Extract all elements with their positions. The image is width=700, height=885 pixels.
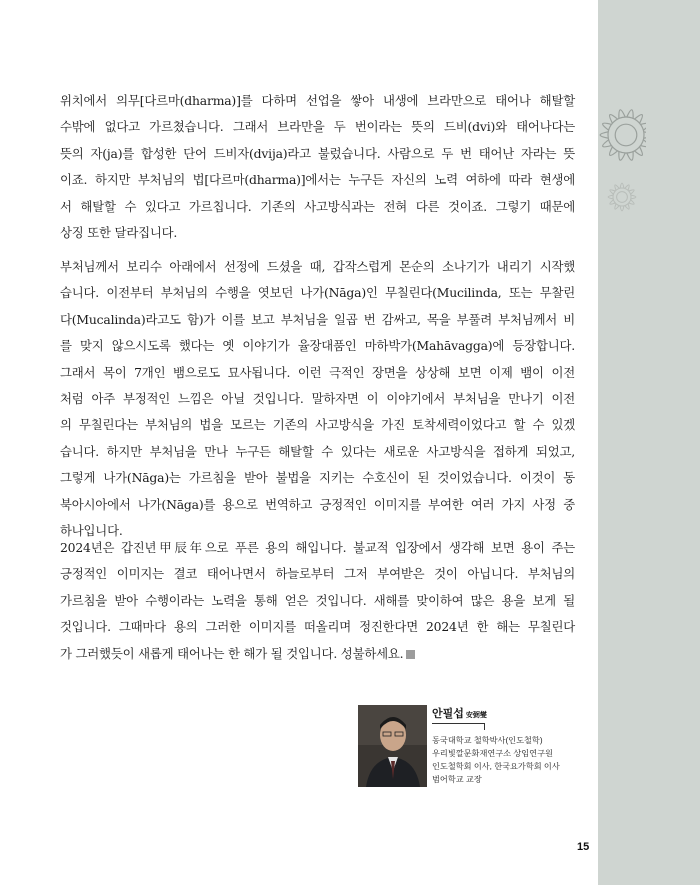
lotus-ring (617, 192, 628, 203)
text-line: 부처님께서 보리수 아래에서 선정에 드셨을 때, 갑작스럽게 몬순의 소나기가 내리기 시작했 (60, 259, 575, 274)
text-line: 습니다. 이전부터 부처님의 수행을 엿보던 나가(Nāga)인 무칠린다(Mucilinda, 또는 무찰린 (60, 285, 575, 301)
bio-line: 동국대학교 철학박사(인도철학) (432, 736, 543, 745)
lotus-ring (615, 124, 637, 146)
body-paragraph-3 (60, 535, 575, 667)
author-bio (432, 705, 602, 786)
text-line: 2024년은 갑진년甲辰年으로 푸른 용의 해입니다. 불교적 입장에서 생각해 보면 용이 주는 (60, 540, 575, 555)
text-line-final (60, 641, 575, 667)
text-line: 그래서 목이 7개인 뱀으로도 묘사됩니다. 이런 극적인 장면을 상상해 보면 이제 뱀이 이전 (60, 364, 575, 380)
final-sentence: 가 그러했듯이 새롭게 태어나는 한 해가 될 것입니다. 성불하세요. (60, 645, 404, 661)
text-line: 것입니다. 그때마다 용의 그러한 이미지를 떠올리며 정진한다면 2024년 한 해는 무칠린다 (60, 619, 575, 635)
end-of-article-mark (406, 650, 415, 659)
text-line: 그렇게 나가(Nāga)는 가르침을 받아 불법을 지키는 수호신이 된 것이었습니다. 이것이 동 (60, 470, 575, 486)
text-line: 다(Mucalinda)라고도 함)가 이를 보고 부처님을 일곱 번 감싸고, 목을 부풀려 부처님께서 비 (60, 311, 575, 327)
lotus-ornament-large (586, 95, 646, 175)
text-line: 의 무칠린다는 부처님의 법을 모르는 기존의 사고방식을 가진 토착세력이었다고 할 수 있겠 (60, 417, 575, 433)
text-line: 상징 또한 달라집니다. (60, 225, 178, 241)
text-line: 긍정적인 이미지는 결코 태어나면서 하늘로부터 그저 부여받은 것이 아닙니다. 부처님의 (60, 566, 575, 582)
author-photo (358, 705, 427, 787)
lotus-ring (608, 117, 644, 153)
author-name: 안필섭 (432, 708, 464, 720)
text-line: 하나입니다. (60, 523, 123, 539)
bio-line: 인도철학회 이사, 한국요가학회 이사 (432, 762, 560, 771)
text-line: 뜻의 자(ja)를 합성한 단어 드비자(dvija)라고 불렀습니다. 사람으로 두 번 태어난 자라는 뜻 (60, 145, 575, 161)
lotus-petal (600, 132, 608, 138)
body-paragraph-1 (60, 88, 575, 246)
lotus-ring (613, 188, 631, 206)
author-name-rule (432, 723, 485, 730)
author-portrait-image (358, 705, 427, 787)
lotus-petal (620, 206, 624, 211)
text-line: 수밖에 없다고 가르쳤습니다. 그래서 브라만을 두 번이라는 뜻의 드비(dvi)와 태어나다는 (60, 119, 575, 135)
text-line: 를 맞지 않으시도록 했다는 옛 이야기가 율장대품인 마하박가(Mahāvagga)에 등장합니다. (60, 338, 575, 354)
lotus-ornament-small (600, 175, 644, 219)
text-line: 북아시아에서 나가(Nāga)를 용으로 번역하고 긍정적인 이미지를 부여한 여러 가지 사정 중 (60, 496, 575, 512)
bio-line: 우리빛깔문화재연구소 상임연구원 (432, 749, 553, 758)
text-line: 가르침을 받아 수행이라는 노력을 통해 얻은 것입니다. 새해를 맞이하여 많은 용을 보게 될 (60, 592, 575, 608)
lotus-petal (608, 195, 613, 199)
text-line: 습니다. 하지만 부처님을 만나 누구든 해탈할 수 있다는 새로운 사고방식을 접하게 되었고, (60, 443, 575, 459)
lotus-petal (631, 195, 636, 199)
text-line: 처럼 아주 부정적인 느낌은 아닐 것입니다. 말하자면 이 이야기에서 부처님을 만나기 이전 (60, 391, 575, 407)
bio-line: 범어학교 교장 (432, 775, 482, 784)
page-number: 15 (577, 841, 590, 853)
text-line: 서 해탈할 수 있다고 가르칩니다. 기존의 사고방식과는 전혀 다른 것이죠. 그렇기 때문에 (60, 198, 575, 214)
author-name-hanja: 安弼燮 (465, 712, 487, 719)
text-line: 이죠. 하지만 부처님의 법[다르마(dharma)]에서는 누구든 자신의 노력 여하에 따라 현생에 (60, 172, 575, 188)
text-line: 위치에서 의무[다르마(dharma)]를 다하며 선업을 쌓아 내생에 브라만으로 태어나 해탈할 (60, 93, 575, 108)
author-name-line (432, 705, 602, 721)
lotus-petal (620, 183, 624, 188)
body-paragraph-2 (60, 254, 575, 544)
